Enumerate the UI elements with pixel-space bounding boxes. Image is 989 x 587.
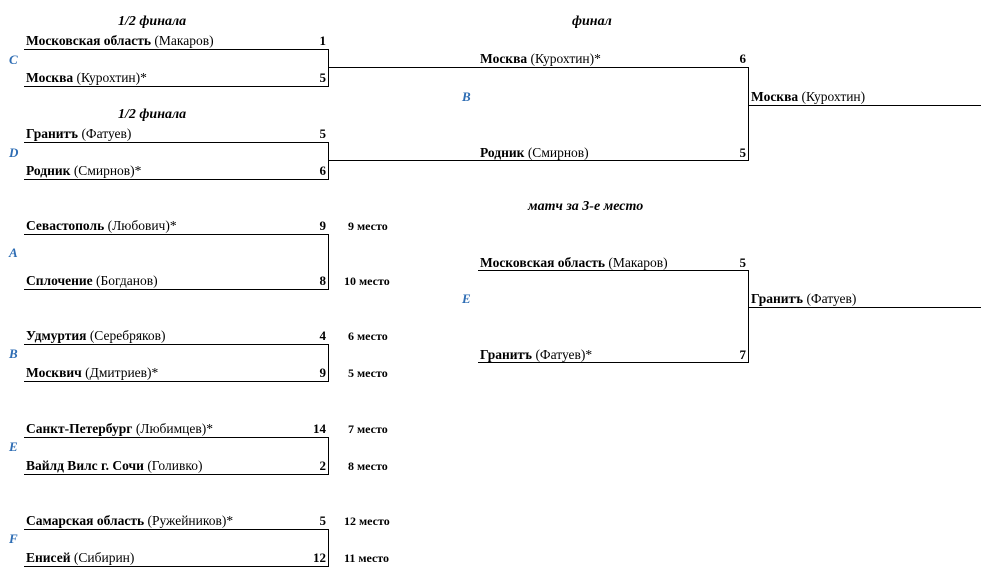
match-a-score2: 8 [319,273,326,288]
final-team1 [480,51,601,67]
coach: (Фатуев)* [535,347,593,362]
match-b-team2 [26,365,158,381]
match-e-team2 [26,458,202,474]
match-f-score2: 12 [313,550,326,565]
team-name: Енисей [26,550,71,565]
coach: (Курохтин)* [530,51,601,66]
bracket-line [24,381,328,382]
coach: (Курохтин) [801,89,866,104]
semi-c-team2 [26,70,147,86]
bracket-line [24,49,328,50]
match-f-score1: 5 [319,513,326,528]
match-f-place2: 11 место [344,551,390,565]
team-name: Гранитъ [480,347,533,362]
semi-d-score2: 6 [319,163,326,178]
team-name: Московская область [480,255,606,270]
third-score2: 7 [739,347,746,362]
bracket-line [478,362,748,363]
bracket-line [24,86,328,87]
group-label-d: D [9,145,19,160]
bracket-line [24,437,328,438]
match-b-score1: 4 [319,328,326,343]
final-score1: 6 [739,51,746,66]
coach: (Голивко) [147,458,203,473]
bracket-line [328,67,748,68]
coach: (Ружейников)* [147,513,234,528]
match-e-place2: 8 место [348,459,388,473]
team-name: Севастополь [26,218,105,233]
bracket-line [328,344,329,382]
final-label: финал [572,14,612,29]
team-name: Родник [26,163,71,178]
bracket-line [24,234,328,235]
coach: (Смирнов) [527,145,589,160]
semi-c-team1 [26,33,214,49]
semi-c-score2: 5 [319,70,326,85]
third-team2 [480,347,592,363]
bracket-line [24,529,328,530]
bracket-line [24,142,328,143]
match-b-team1 [26,328,166,344]
match-f-team1 [26,513,233,529]
bracket-line [478,270,748,271]
final-team2 [480,145,589,161]
bracket-line [328,49,329,87]
match-b-score2: 9 [319,365,326,380]
match-a-team1 [26,218,177,234]
bracket-line [24,289,328,290]
coach: (Фатуев) [81,126,132,141]
third-winner [751,291,856,307]
team-name: Самарская область [26,513,145,528]
match-e-score1: 14 [313,421,326,436]
final-score2: 5 [739,145,746,160]
coach: (Серебряков) [89,328,166,343]
semi-d-team2 [26,163,141,179]
team-name: Сплочение [26,273,93,288]
match-a-place2: 10 место [344,274,390,288]
match-b-place1: 6 место [348,329,388,343]
team-name: Москва [751,89,799,104]
group-label-b: B [9,346,18,361]
third-place-label: матч за 3-е место [528,199,644,214]
team-name: Московская область [26,33,152,48]
match-a-team2 [26,273,158,289]
match-b-place2: 5 место [348,366,388,380]
semifinal-c-label: 1/2 финала [118,14,187,29]
semi-d-score1: 5 [319,126,326,141]
coach: (Фатуев) [806,291,857,306]
semifinal-d-label: 1/2 финала [118,107,187,122]
bracket-line [24,179,328,180]
team-name: Москва [26,70,74,85]
team-name: Москвич [26,365,82,380]
group-label-c: C [9,52,18,67]
group-label-third: E [462,291,471,306]
third-score1: 5 [739,255,746,270]
bracket-line [328,437,329,475]
coach: (Любович)* [107,218,177,233]
coach: (Богданов) [96,273,158,288]
match-e-score2: 2 [319,458,326,473]
coach: (Дмитриев)* [85,365,159,380]
bracket-line [24,474,328,475]
team-name: Вайлд Вилс г. Сочи [26,458,144,473]
match-e-place1: 7 место [348,422,388,436]
third-team1 [480,255,668,271]
coach: (Смирнов)* [73,163,142,178]
team-name: Гранитъ [26,126,79,141]
semi-d-team1 [26,126,131,142]
team-name: Москва [480,51,528,66]
semi-c-score1: 1 [319,33,326,48]
coach: (Сибирин) [73,550,135,565]
coach: (Макаров) [608,255,668,270]
team-name: Гранитъ [751,291,804,306]
group-label-e: E [9,439,18,454]
bracket-line [748,270,749,363]
bracket-line [748,307,981,308]
bracket-line [328,142,329,180]
final-winner [751,89,865,105]
bracket-line [24,344,328,345]
coach: (Курохтин)* [76,70,147,85]
team-name: Санкт-Петербург [26,421,133,436]
bracket-line [748,105,981,106]
match-e-team1 [26,421,213,437]
bracket-line [328,234,329,290]
bracket-line [748,67,749,161]
coach: (Макаров) [154,33,214,48]
match-a-score1: 9 [319,218,326,233]
match-f-place1: 12 место [344,514,390,528]
group-label-f: F [9,531,18,546]
match-a-place1: 9 место [348,219,388,233]
match-f-team2 [26,550,134,566]
bracket-line [24,566,328,567]
team-name: Родник [480,145,525,160]
coach: (Любимцев)* [135,421,214,436]
group-label-final: B [462,89,471,104]
bracket-line [328,529,329,567]
group-label-a: A [9,245,18,260]
team-name: Удмуртия [26,328,87,343]
